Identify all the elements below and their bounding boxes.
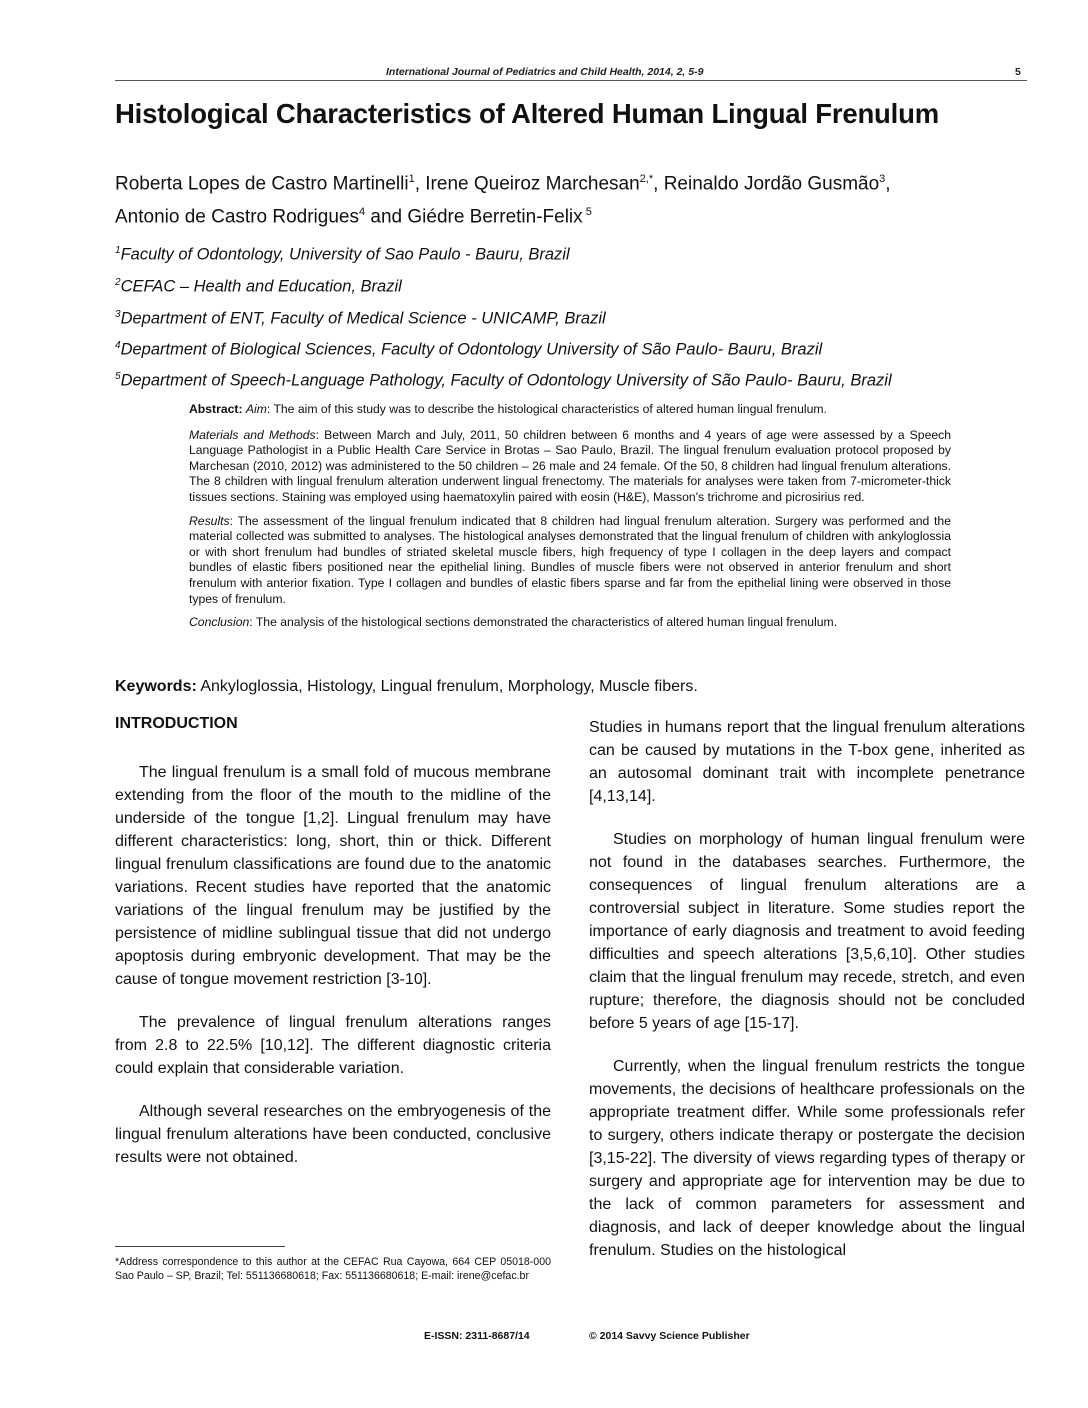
body-column-left xyxy=(115,712,551,1189)
author-separator: , xyxy=(414,173,426,195)
author-superscript: 3 xyxy=(879,173,886,185)
affiliation-text: Department of ENT, Faculty of Medical Science - UNICAMP, Brazil xyxy=(120,309,606,328)
affiliation xyxy=(115,371,892,391)
affiliation-number: 3 xyxy=(115,309,121,320)
affiliation xyxy=(115,340,822,360)
aim-text: : The aim of this study was to describe the histological characteristics of altered human lingual frenulum. xyxy=(266,402,827,416)
keywords-text: Ankyloglossia, Histology, Lingual frenulum, Morphology, Muscle fibers. xyxy=(196,678,698,695)
body-paragraph: The prevalence of lingual frenulum alterations ranges from 2.8 to 22.5% [10,12]. The different diagnostic criteria could explain that considerable variation. xyxy=(115,1014,551,1077)
author-separator: , xyxy=(885,173,891,195)
affiliation-text: Department of Speech-Language Pathology, Faculty of Odontology University of São Paulo- Bauru, Brazil xyxy=(120,371,892,390)
author-name: Reinaldo Jordão Gusmão xyxy=(663,173,880,195)
author-separator: , xyxy=(653,173,664,195)
section-heading: INTRODUCTION xyxy=(115,715,238,732)
abstract-aim xyxy=(189,402,951,418)
body-paragraph: Although several researches on the embryogenesis of the lingual frenulum alterations have been conducted, conclusive results were not obtained. xyxy=(115,1103,551,1166)
keywords-label: Keywords: xyxy=(115,678,197,695)
affiliation-text: Department of Biological Sciences, Faculty of Odontology University of São Paulo- Bauru, Brazil xyxy=(120,340,823,359)
affiliation xyxy=(115,245,570,265)
abstract xyxy=(189,402,951,639)
author-list xyxy=(115,165,1027,232)
author-superscript: 4 xyxy=(358,206,366,219)
author-name: Antonio de Castro Rodrigues xyxy=(115,206,359,228)
running-head: International Journal of Pediatrics and Child Health, 2014, 2, 5-9 xyxy=(386,66,704,78)
author-name: Giédre Berretin-Felix xyxy=(407,206,583,228)
methods-label: Materials and Methods xyxy=(189,427,316,442)
affiliation xyxy=(115,277,402,297)
author-name: Roberta Lopes de Castro Martinelli xyxy=(115,173,409,195)
author-superscript: 1 xyxy=(408,173,415,185)
header-rule xyxy=(115,80,1027,81)
body-paragraph: Studies on morphology of human lingual frenulum were not found in the databases searches. Furthermore, the consequences of lingual frenulum alterations are a controversial subject in literature. Some studies report the importance of early diagnosis and treatment to avoid feeding difficulties and speech alterations [3,5,6,10]. Other studies claim that the lingual frenulum may recede, stretch, and even rupture; therefore, the diagnosis should not be concluded before 5 years of age [15-17]. xyxy=(589,831,1025,1032)
issn: E-ISSN: 2311-8687/14 xyxy=(424,1330,530,1342)
abstract-results xyxy=(189,514,951,608)
abstract-methods xyxy=(189,428,951,506)
paper-title: Histological Characteristics of Altered Human Lingual Frenulum xyxy=(115,98,939,129)
results-text: : The assessment of the lingual frenulum indicated that 8 children had lingual frenulum alteration. Surgery was performed and the material collected was submitted to analyses. The histological analyses demonstrated that the lingual frenulum of children with ankyloglossia or with short frenulum had bundles of striated skeletal muscle fibers, high frequency of type I collagen in the deep layers and compact bundles of elastic fibers positioned near the epithelial lining. Bundles of muscle fibers were not observed in anterior frenulum and short frenulum with anterior fixation. Type I collagen and bundles of elastic fibers sparse and far from the epithelial lining were observed in those types of frenulum. xyxy=(189,513,951,606)
author-name: Irene Queiroz Marchesan xyxy=(425,173,640,195)
body-paragraph: Studies in humans report that the lingual frenulum alterations can be caused by mutations in the T-box gene, inherited as an autosomal dominant trait with incomplete penetrance [4,13,14]. xyxy=(589,719,1025,805)
aim-label: Aim xyxy=(245,402,267,416)
methods-text: : Between March and July, 2011, 50 children between 6 months and 4 years of age were assessed by a Speech Language Pathologist in a Public Health Care Service in Brotas – Sao Paulo, Brazil. The lingual frenulum evaluation protocol proposed by Marchesan (2010, 2012) was administered to the 50 children – 26 male and 24 female. Of the 50, 8 children had lingual frenulum alterations. The 8 children with lingual frenulum alteration underwent lingual frenectomy. The materials for analyses were taken from 7-micrometer-thick tissues sections. Staining was employed using haematoxylin paired with eosin (H&E), Masson's trichrome and picrosirius red. xyxy=(189,427,952,504)
affiliation-number: 5 xyxy=(115,371,121,382)
conclusion-text: : The analysis of the histological sections demonstrated the characteristics of altered human lingual frenulum. xyxy=(249,615,838,630)
conclusion-label: Conclusion xyxy=(189,615,250,630)
author-superscript: 2,* xyxy=(639,173,654,185)
abstract-conclusion xyxy=(189,615,951,631)
footnote-rule xyxy=(115,1246,285,1247)
correspondence-footnote: *Address correspondence to this author at the CEFAC Rua Cayowa, 664 CEP 05018-000 Sao Paulo – SP, Brazil; Tel: 551136680618; Fax: 551136680618; E-mail: irene@cefac.br xyxy=(115,1256,551,1282)
results-label: Results xyxy=(189,513,230,528)
affiliation xyxy=(115,309,606,329)
affiliation-number: 2 xyxy=(115,277,121,288)
body-column-right xyxy=(589,716,1025,1282)
copyright: © 2014 Savvy Science Publisher xyxy=(589,1330,750,1342)
affiliation-number: 4 xyxy=(115,340,121,351)
page-number: 5 xyxy=(1015,66,1021,78)
affiliation-text: CEFAC – Health and Education, Brazil xyxy=(120,277,402,296)
abstract-label: Abstract: xyxy=(189,402,243,416)
body-paragraph: The lingual frenulum is a small fold of mucous membrane extending from the floor of the mouth to the midline of the underside of the tongue [1,2]. Lingual frenulum may have different characteristics: long, short, thin or thick. Different lingual frenulum classifications are found due to the anatomic variations. Recent studies have reported that the anatomic variations of the lingual frenulum may be justified by the persistence of midline sublingual tissue that did not undergo apoptosis during embryonic development. That may be the cause of tongue movement restriction [3-10]. xyxy=(115,764,551,988)
author-separator: and xyxy=(365,206,408,228)
affiliation-text: Faculty of Odontology, University of Sao Paulo - Bauru, Brazil xyxy=(120,245,570,264)
affiliation-number: 1 xyxy=(115,245,121,256)
body-paragraph: Currently, when the lingual frenulum restricts the tongue movements, the decisions of healthcare professionals on the appropriate treatment differ. While some professionals refer to surgery, others indicate therapy or postergate the decision [3,15-22]. The diversity of views regarding types of therapy or surgery and appropriate age for intervention may be due to the lack of common parameters for assessment and diagnosis, and lack of deeper knowledge about the lingual frenulum. Studies on the histological xyxy=(589,1058,1025,1259)
keywords xyxy=(115,678,1027,696)
author-superscript: 5 xyxy=(582,206,592,219)
